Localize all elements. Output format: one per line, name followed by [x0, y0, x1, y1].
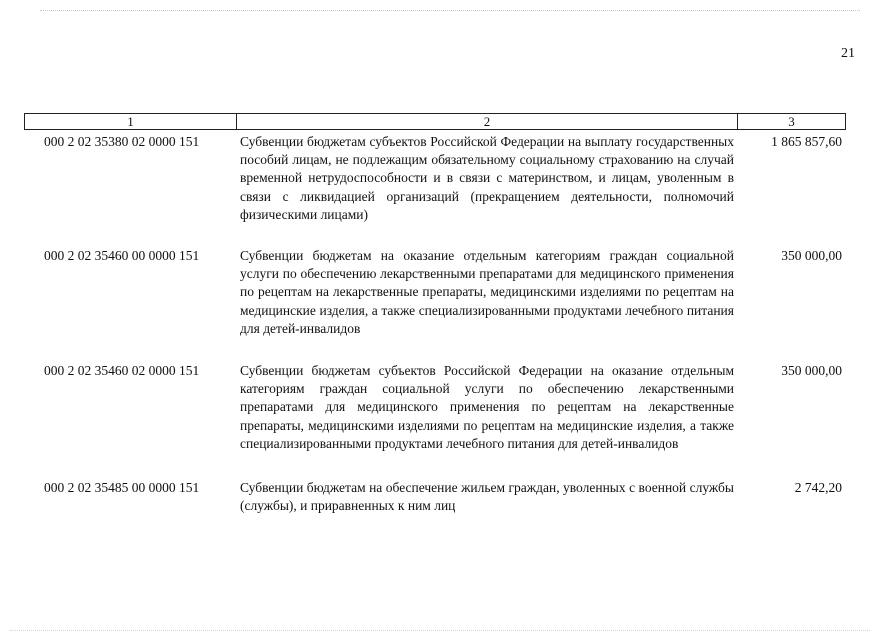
row-description: Субвенции бюджетам на обеспечение жильем граждан, уволенных с военной службы (службы), и приравненных к ним лиц [240, 480, 734, 514]
budget-code: 000 2 02 35380 02 0000 151 [44, 134, 200, 149]
row-amount: 1 865 857,60 [771, 134, 842, 149]
row-amount: 2 742,20 [794, 480, 842, 495]
column-header-1: 1 [24, 113, 237, 130]
budget-code: 000 2 02 35460 00 0000 151 [44, 248, 200, 263]
row-amount: 350 000,00 [781, 363, 842, 378]
column-header-3: 3 [737, 113, 846, 130]
row-description: Субвенции бюджетам субъектов Российской Федерации на оказание отдельным категориям граждан социальной услуги по обеспечению лекарственными препаратами для медицинского применения по рецептам на лекарственные препараты, медицинскими изделиями по рецептам на медицинские изделия, а также специализированными продуктами лечебного питания для детей-инвалидов [240, 363, 734, 451]
column-header-2: 2 [236, 113, 738, 130]
scan-edge-top [40, 10, 860, 11]
scan-edge-bottom [10, 630, 870, 631]
page-number: 21 [841, 46, 855, 61]
row-amount: 350 000,00 [781, 248, 842, 263]
row-description: Субвенции бюджетам субъектов Российской Федерации на выплату государственных пособий лицам, не подлежащим обязательному социальному страхованию на случай временной нетрудоспособности и в связи с материнством, и лицам, уволенным в связи с ликвидацией организаций (прекращением деятельности, полномочий физическими лицами) [240, 134, 734, 222]
row-description: Субвенции бюджетам на оказание отдельным категориям граждан социальной услуги по обеспечению лекарственными препаратами для медицинского применения по рецептам на лекарственные препараты, медицинскими изделиями по рецептам на медицинские изделия, а также специализированными продуктами лечебного питания для детей-инвалидов [240, 248, 734, 336]
budget-code: 000 2 02 35485 00 0000 151 [44, 480, 200, 495]
budget-code: 000 2 02 35460 02 0000 151 [44, 363, 200, 378]
